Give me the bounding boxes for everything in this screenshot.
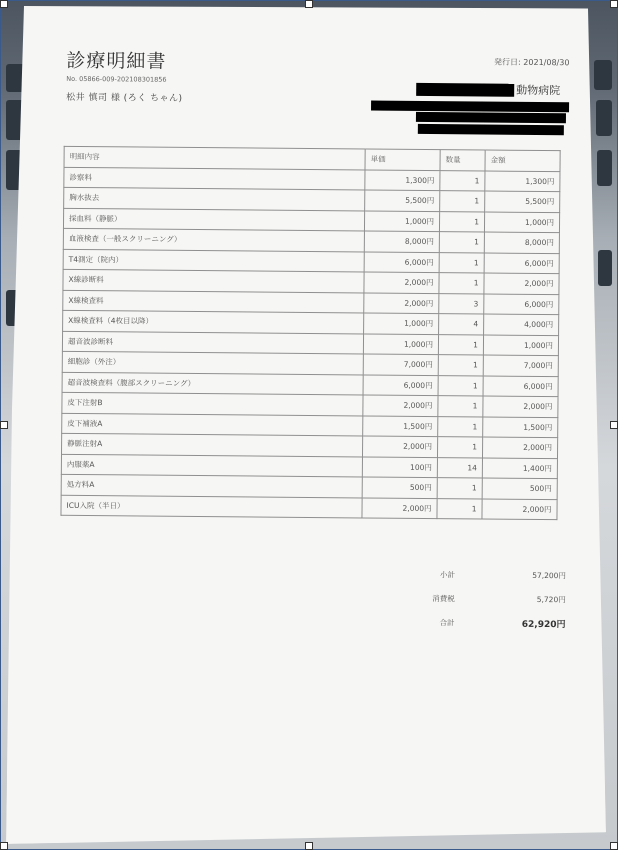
unit-price-cell: 100円 [362, 456, 437, 477]
tax-value: 5,720円 [536, 594, 566, 604]
item-cell: X線検査料 [63, 290, 364, 313]
document-title: 診療明細書 [66, 49, 167, 73]
quantity-cell: 4 [439, 314, 484, 335]
table-row [61, 495, 557, 520]
redaction-bar [418, 124, 564, 135]
quantity-cell: 1 [440, 170, 485, 191]
quantity-cell: 14 [437, 457, 482, 478]
item-cell: 胸水抜去 [64, 187, 365, 210]
resize-handle[interactable] [610, 0, 618, 8]
item-cell: 皮下注射B [62, 392, 363, 415]
item-cell: ICU入院（半日） [61, 495, 362, 518]
item-cell: 内服薬A [61, 454, 362, 477]
resize-handle[interactable] [0, 0, 8, 8]
unit-price-cell: 1,000円 [364, 210, 439, 231]
unit-price-cell: 7,000円 [363, 354, 438, 375]
clinic-name [416, 81, 560, 98]
document-number: No. 05866-009-202108301856 [66, 74, 167, 84]
resize-handle[interactable] [305, 0, 313, 8]
item-cell: X線検査料（4枚目以降） [63, 310, 364, 333]
item-cell: T4測定（院内） [63, 249, 364, 272]
quantity-cell: 1 [438, 396, 483, 417]
quantity-cell: 1 [437, 478, 482, 499]
amount-cell: 2,000円 [482, 437, 557, 458]
unit-price-cell: 500円 [362, 477, 437, 498]
unit-price-cell: 5,500円 [365, 190, 440, 211]
redaction-bar [416, 82, 514, 96]
patient-name: 松井 慎司 様 (ろく ちゃん) [66, 92, 183, 104]
total-value: 62,920円 [521, 619, 566, 630]
tax-row [390, 586, 566, 612]
unit-price-cell: 8,000円 [364, 231, 439, 252]
quantity-cell: 1 [440, 191, 485, 212]
amount-cell: 8,000円 [484, 232, 559, 253]
total-row [389, 610, 565, 636]
unit-price-cell: 2,000円 [362, 497, 437, 518]
header-amount: 金額 [485, 150, 560, 171]
amount-cell: 500円 [482, 478, 557, 499]
unit-price-cell: 1,000円 [364, 313, 439, 334]
amount-cell: 5,500円 [485, 191, 560, 212]
resize-handle[interactable] [610, 842, 618, 850]
redaction-bar [371, 101, 569, 113]
subtotal-value: 57,200円 [532, 570, 567, 580]
item-cell: 処方料A [61, 474, 362, 497]
amount-cell: 1,400円 [482, 457, 557, 478]
header-quantity: 数量 [440, 150, 485, 171]
item-cell: 皮下補液A [62, 413, 363, 436]
resize-handle[interactable] [610, 421, 618, 429]
amount-cell: 2,000円 [484, 273, 559, 294]
amount-cell: 2,000円 [482, 498, 557, 519]
total-label: 合計 [439, 617, 455, 627]
invoice-document [8, 3, 615, 846]
amount-cell: 6,000円 [484, 293, 559, 314]
amount-cell: 4,000円 [484, 314, 559, 335]
quantity-cell: 1 [437, 498, 482, 519]
quantity-cell: 1 [439, 211, 484, 232]
header-unit-price: 単価 [365, 149, 440, 170]
tax-label: 消費税 [432, 593, 455, 603]
item-cell: X線診断料 [63, 269, 364, 292]
amount-cell: 6,000円 [484, 253, 559, 274]
item-cell: 血液検査（一般スクリーニング） [63, 228, 364, 251]
unit-price-cell: 1,000円 [363, 333, 438, 354]
quantity-cell: 1 [437, 437, 482, 458]
resize-handle[interactable] [0, 842, 8, 850]
quantity-cell: 1 [439, 273, 484, 294]
unit-price-cell: 2,000円 [364, 272, 439, 293]
issue-date: 発行日: 2021/08/30 [494, 57, 570, 68]
item-cell: 超音波検査料（腹部スクリーニング） [62, 372, 363, 395]
unit-price-cell: 6,000円 [363, 374, 438, 395]
amount-cell: 7,000円 [483, 355, 558, 376]
item-cell: 診察料 [64, 167, 365, 190]
resize-handle[interactable] [0, 421, 8, 429]
subtotal-label: 小計 [439, 569, 456, 579]
amount-cell: 1,000円 [484, 212, 559, 233]
unit-price-cell: 6,000円 [364, 251, 439, 272]
amount-cell: 1,000円 [483, 334, 558, 355]
amount-cell: 2,000円 [483, 396, 558, 417]
amount-cell: 1,300円 [485, 171, 560, 192]
item-cell: 細胞診（外注） [62, 351, 363, 374]
unit-price-cell: 2,000円 [364, 292, 439, 313]
amount-cell: 1,500円 [483, 416, 558, 437]
quantity-cell: 1 [438, 375, 483, 396]
quantity-cell: 3 [439, 293, 484, 314]
redaction-bar [416, 112, 566, 123]
resize-handle[interactable] [305, 842, 313, 850]
header-item: 明細内容 [64, 146, 365, 169]
unit-price-cell: 1,500円 [363, 415, 438, 436]
unit-price-cell: 2,000円 [362, 436, 437, 457]
quantity-cell: 1 [438, 334, 483, 355]
item-cell: 超音波診断料 [62, 331, 363, 354]
quantity-cell: 1 [439, 252, 484, 273]
quantity-cell: 1 [438, 416, 483, 437]
unit-price-cell: 2,000円 [363, 395, 438, 416]
item-cell: 採血料（静脈） [63, 208, 364, 231]
quantity-cell: 1 [439, 232, 484, 253]
clinic-name-suffix: 動物病院 [516, 83, 561, 98]
unit-price-cell: 1,300円 [365, 169, 440, 190]
itemized-table [60, 146, 560, 520]
item-cell: 静脈注射A [62, 433, 363, 456]
quantity-cell: 1 [438, 355, 483, 376]
amount-cell: 6,000円 [483, 375, 558, 396]
totals-block [389, 562, 566, 636]
subtotal-row [390, 562, 566, 588]
